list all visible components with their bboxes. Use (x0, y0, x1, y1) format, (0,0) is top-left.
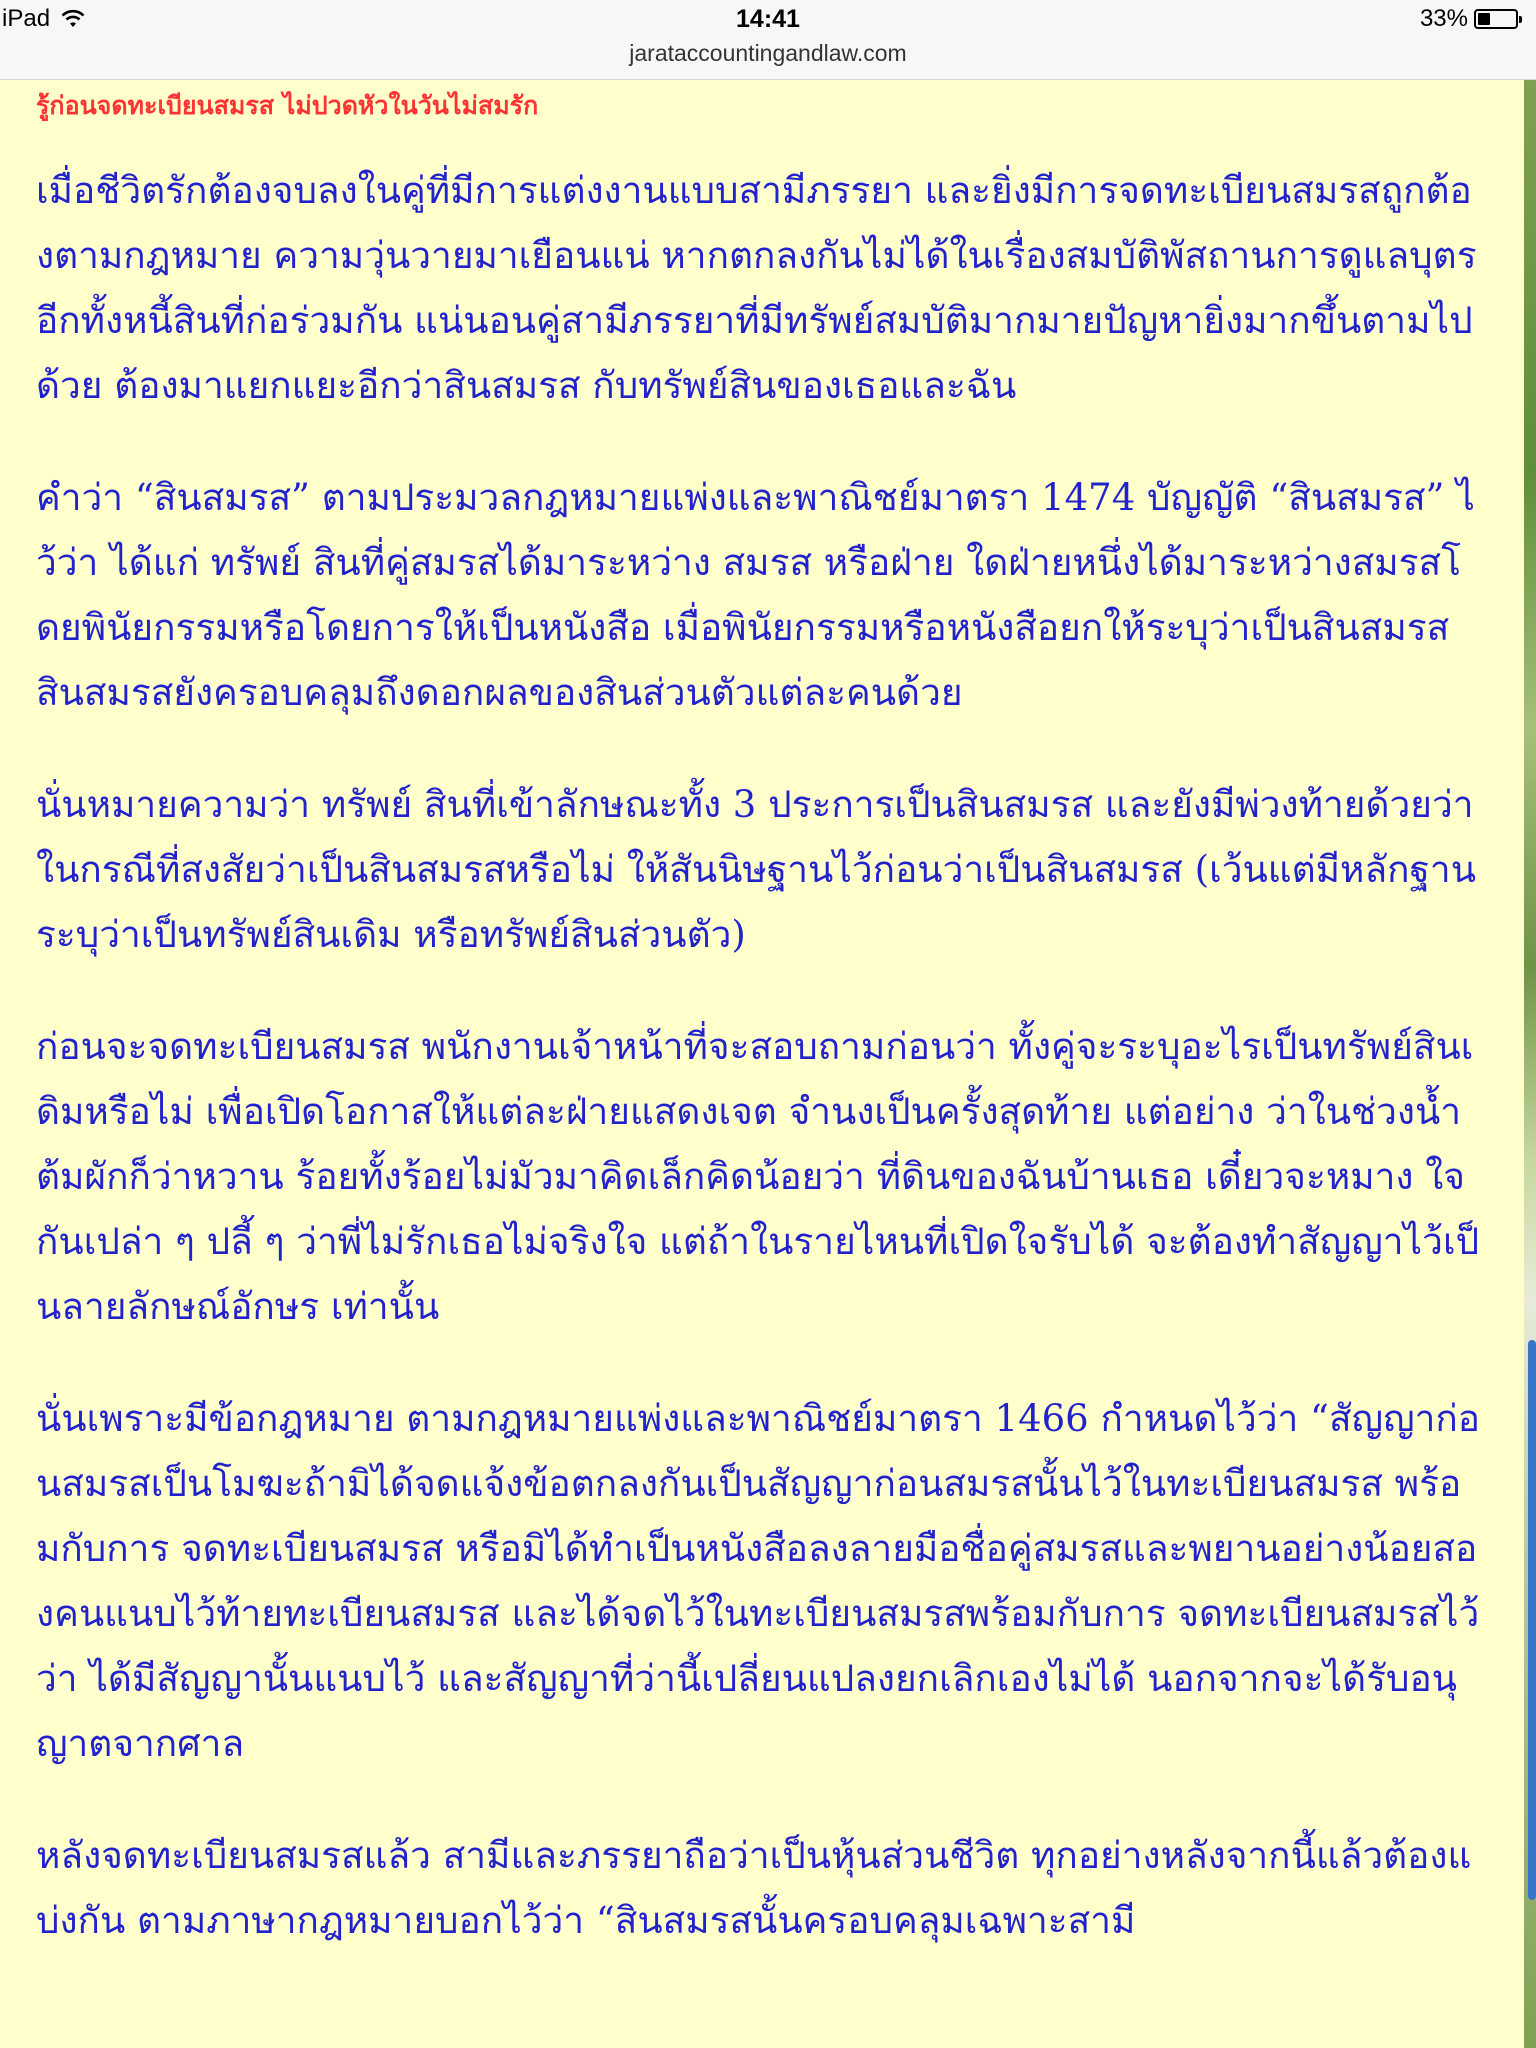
battery-percent: 33% (1419, 5, 1468, 32)
battery-icon (1474, 9, 1518, 29)
status-bar (0, 0, 1536, 80)
article-paragraph: นั่นเพราะมีข้อกฎหมาย ตามกฎหมายแพ่งและพาณิชย์มาตรา 1466 กำหนดไว้ว่า “สัญญาก่อนสมรสเป็นโมฆะถ้ามิได้จดแจ้งข้อตกลงกันเป็นสัญญาก่อนสมรสนั้นไว้ในทะเบียนสมรส พร้อมกับการ จดทะเบียนสมรส หรือมิได้ทำเป็นหนังสือลงลายมือชื่อคู่สมรสและพยานอย่างน้อยสองคนแนบไว้ท้ายทะเบียนสมรส และได้จดไว้ในทะเบียนสมรสพร้อมกับการ จดทะเบียนสมรสไว้ว่า ได้มีสัญญานั้นแนบไว้ และสัญญาที่ว่านี้เปลี่ยนแปลงยกเลิกเองไม่ได้ นอกจากจะได้รับอนุญาตจากศาล (36, 1397, 1481, 1765)
article-paragraph: คำว่า “สินสมรส” ตามประมวลกฎหมายแพ่งและพาณิชย์มาตรา 1474 บัญญัติ “สินสมรส” ไว้ว่า ได้แก่ ทรัพย์ สินที่คู่สมรสได้มาระหว่าง สมรส หรือฝ่าย ใดฝ่ายหนึ่งได้มาระหว่างสมรสโดยพินัยกรรมหรือโดยการให้เป็นหนังสือ เมื่อพินัยกรรมหรือหนังสือยกให้ระบุว่าเป็นสินสมรส สินสมรสยังครอบคลุมถึงดอกผลของสินส่วนตัวแต่ละคนด้วย (36, 476, 1475, 714)
device-label: iPad (2, 5, 51, 32)
page-content[interactable] (0, 80, 1524, 2048)
clock: 14:41 (736, 5, 800, 33)
url-bar[interactable]: jarataccountingandlaw.com (629, 40, 907, 66)
article-paragraph: หลังจดทะเบียนสมรสแล้ว สามีและภรรยาถือว่าเป็นหุ้นส่วนชีวิต ทุกอย่างหลังจากนี้แล้วต้องแบ่งกัน ตามภาษากฎหมายบอกไว้ว่า “สินสมรสนั้นครอบคลุมเฉพาะสามี (36, 1834, 1472, 1942)
page-title: รู้ก่อนจดทะเบียนสมรส ไม่ปวดหัวในวันไม่สมรัก (36, 91, 539, 120)
article-paragraph: นั่นหมายความว่า ทรัพย์ สินที่เข้าลักษณะทั้ง 3 ประการเป็นสินสมรส และยังมีพ่วงท้ายด้วยว่า ในกรณีที่สงสัยว่าเป็นสินสมรสหรือไม่ ให้สันนิษฐานไว้ก่อนว่าเป็นสินสมรส (เว้นแต่มีหลักฐานระบุว่าเป็นทรัพย์สินเดิม หรือทรัพย์สินส่วนตัว) (36, 783, 1477, 956)
article-paragraph: เมื่อชีวิตรักต้องจบลงในคู่ที่มีการแต่งงานแบบสามีภรรยา และยิ่งมีการจดทะเบียนสมรสถูกต้องตามกฎหมาย ความวุ่นวายมาเยือนแน่ หากตกลงกันไม่ได้ในเรื่องสมบัติพัสถานการดูแลบุตร อีกทั้งหนี้สินที่ก่อร่วมกัน แน่นอนคู่สามีภรรยาที่มีทรัพย์สมบัติมากมายปัญหายิ่งมากขึ้นตามไปด้วย ต้องมาแยกแยะอีกว่าสินสมรส กับทรัพย์สินของเธอและฉัน (36, 169, 1477, 407)
scroll-indicator[interactable] (1528, 1340, 1536, 1900)
article-paragraph: ก่อนจะจดทะเบียนสมรส พนักงานเจ้าหน้าที่จะสอบถามก่อนว่า ทั้งคู่จะระบุอะไรเป็นทรัพย์สินเดิมหรือไม่ เพื่อเปิดโอกาสให้แต่ละฝ่ายแสดงเจต จำนงเป็นครั้งสุดท้าย แต่อย่าง ว่าในช่วงน้ำต้มผักก็ว่าหวาน ร้อยทั้งร้อยไม่มัวมาคิดเล็กคิดน้อยว่า ที่ดินของฉันบ้านเธอ เดี๋ยวจะหมาง ใจกันเปล่า ๆ ปลี้ ๆ ว่าพี่ไม่รักเธอไม่จริงใจ แต่ถ้าในรายไหนที่เปิดใจรับได้ จะต้องทำสัญญาไว้เป็นลายลักษณ์อักษร เท่านั้น (36, 1025, 1480, 1328)
article-body (36, 158, 1481, 2000)
status-right (1420, 5, 1518, 33)
battery-fill (1478, 13, 1490, 25)
